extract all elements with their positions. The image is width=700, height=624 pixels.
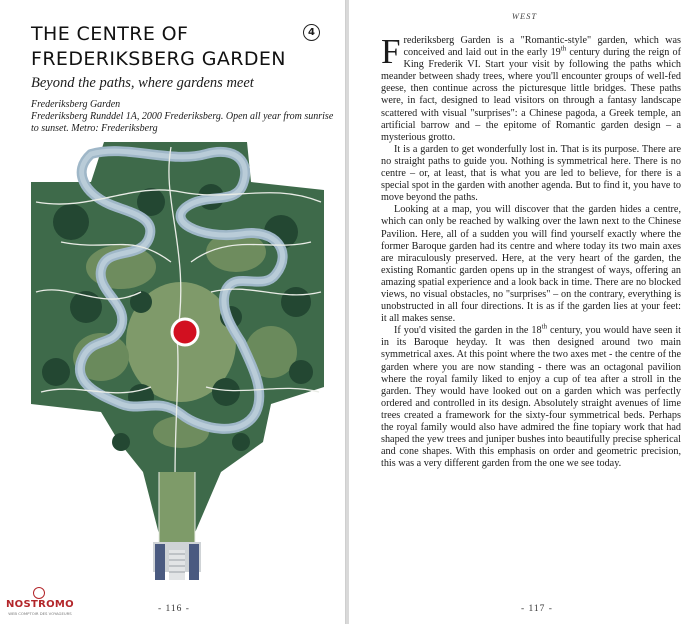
palace-wing bbox=[189, 544, 199, 580]
ordinal-suffix: th bbox=[541, 322, 548, 331]
paragraph-1-text-a: rederiksberg Garden is a "Romantic-style" garden, which was conceived and laid out in the early 19 bbox=[403, 35, 681, 59]
body-text bbox=[381, 32, 681, 470]
paragraph-2: It is a garden to get wonderfully lost in. That is its purpose. There are no straight paths to guide you. Nothing is symmetrical here. There is no centre – or, at least, that is what you are led to believe, for there is a special spot in the garden with another agenda. But to find it, you have to move beyond the paths. bbox=[381, 143, 681, 204]
drop-cap: F bbox=[381, 32, 401, 71]
left-page bbox=[0, 0, 346, 624]
logo-tagline: WEB COMPTOIR DES VOYAGEURS bbox=[8, 611, 72, 616]
ordinal-suffix: th bbox=[560, 44, 567, 53]
paragraph-1 bbox=[381, 32, 681, 144]
page-number-left: - 116 - bbox=[158, 604, 190, 614]
chapter-number-badge: 4 bbox=[303, 24, 320, 41]
running-header: WEST bbox=[511, 11, 538, 21]
logo-compass-icon bbox=[33, 587, 45, 599]
address-line-3: to sunset. Metro: Frederiksberg bbox=[31, 123, 158, 134]
address-line-1: Frederiksberg Garden bbox=[31, 99, 121, 110]
logo-name: NOSTROMO bbox=[6, 599, 74, 610]
page-title bbox=[31, 22, 301, 72]
title-line-1: THE CENTRE OF bbox=[31, 23, 189, 45]
paragraph-3: Looking at a map, you will discover that the garden hides a centre, which can only be reached by walking over the lawn next to the Chinese Pavilion. Here, all of a sudden you will find yourself exactly where the former Baroque garden had its centre and where today its two main axes are miraculously preserved. Here, at the very heart of the garden, the existing Romantic garden opens up in the strangest of ways, offering an amazing spatial experience and a look back in time. There are no blocked views, no visual obstacles, no "surprises" – on the contrary, everything is unobstructed in all four directions. It is as if the garden lies at your feet: it all makes sense. bbox=[381, 204, 681, 325]
title-line-2: FREDERIKSBERG GARDEN bbox=[31, 48, 286, 70]
page-subtitle: Beyond the paths, where gardens meet bbox=[31, 75, 254, 91]
paragraph-1-text-b: century during the reign of King Frederik VI. Start your visit by following the paths which meander between shady trees, where you'll encounter groups of well-fed geese, then continue across the picturesque little bridges. These paths were, in fact, designed to lead visitors on through a fantasy landscape scattered with visual "surprises": a Chinese pagoda, a Greek temple, an artificial barrow and – the epitome of Romantic garden design – a mysterious grotto. bbox=[381, 47, 681, 143]
paragraph-4-text-b: century, you would have seen it in its Baroque heyday. It was then designed around two main symmetrical axes. At this point where the two axes met - the centre of the garden where you are now standing - there was an octagonal pavilion where the royal family liked to enjoy a cup of tea after a stroll in the garden. They would have looked out on a garden which was perfectly ordered and controlled in its design. Absolutely straight avenues of lime trees created a framework for the sixty-four symmetrical beds. Perhaps the royal family would also have admired the fine topiary work that had shaped the yew trees and juniper bushes into beautifully precise spherical and cone shapes. With this emphasis on order and geometric precision, this was a very different garden from the one we see today. bbox=[381, 325, 681, 470]
paragraph-4-text-a: If you'd visited the garden in the 18 bbox=[394, 325, 542, 337]
paragraph-4 bbox=[381, 322, 681, 470]
right-page bbox=[349, 0, 700, 624]
address-block bbox=[31, 99, 334, 135]
address-line-2: Frederiksberg Runddel 1A, 2000 Frederiksberg. Open all year from sunrise bbox=[31, 111, 334, 122]
garden-centre-marker bbox=[172, 319, 198, 345]
page-number-right: - 117 - bbox=[521, 604, 553, 614]
garden-aerial-map bbox=[31, 142, 324, 587]
south-lawn-strip bbox=[159, 472, 195, 542]
publisher-logo bbox=[4, 586, 76, 620]
palace-wing bbox=[155, 544, 165, 580]
